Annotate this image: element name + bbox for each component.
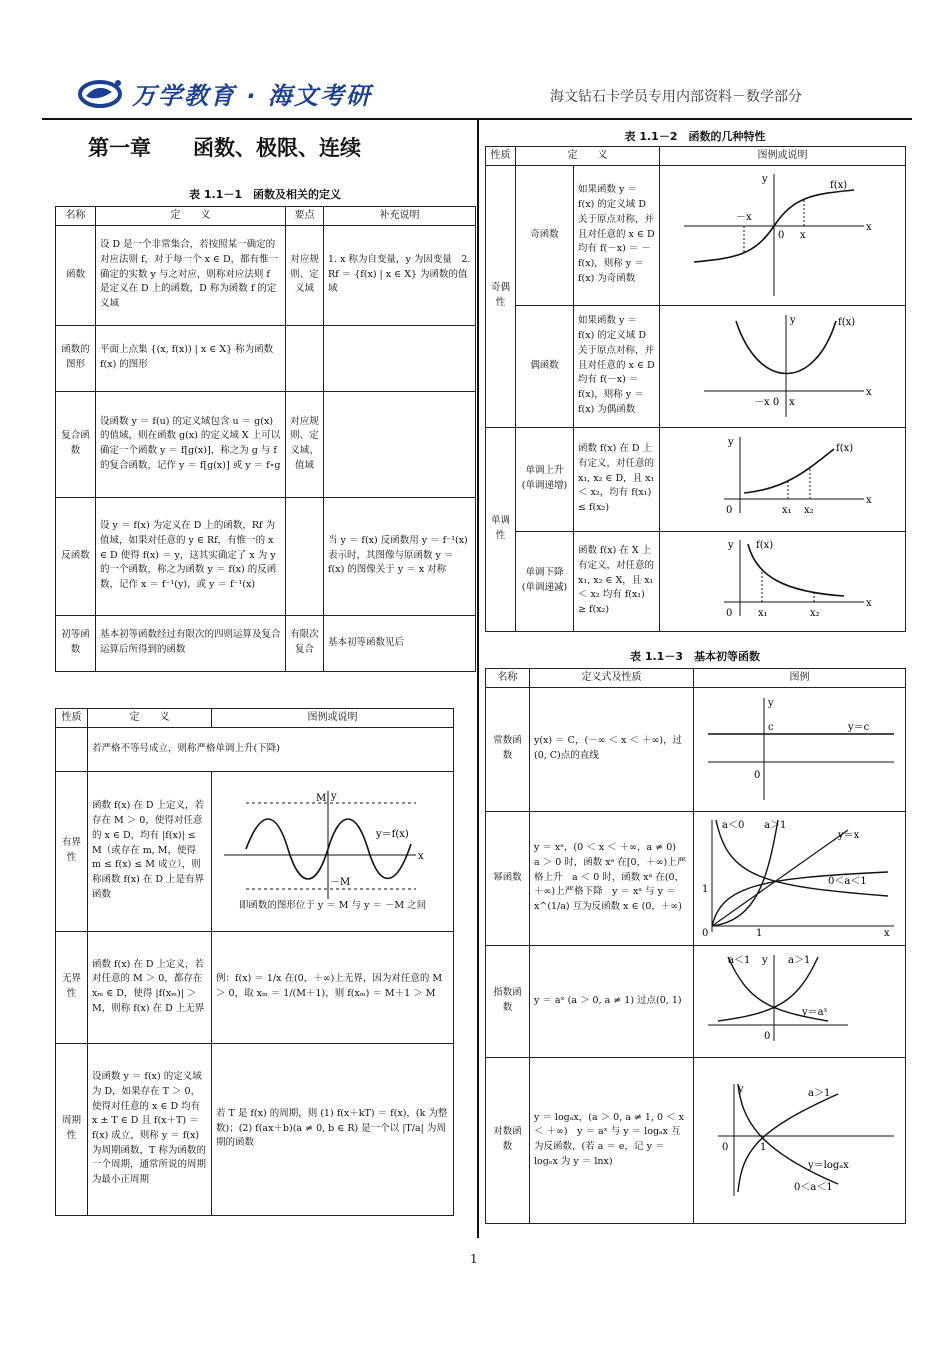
label-agt1: a＞1 [808,1088,831,1099]
label-y: y [331,790,337,802]
label-y: y [790,315,796,326]
row-name: 有界性 [56,771,88,931]
row-definition: y ＝ xᵃ，(0 ＜ x ＜ ＋∞，a ≠ 0) a ＞ 0 时，函数 xᵃ 在[0，＋∞)上严格上升 a ＜ 0 时，函数 xᵃ 在(0，＋∞)上严格下降 y ＝ xᵃ 与 y ＝ x^(1/a) 互为反函数 x ∈ (0，＋∞) [530,811,694,945]
label-y: y [762,955,768,966]
label-y: y [738,1084,744,1095]
label-fx: f(x) [830,180,848,191]
label-y: y [728,540,734,551]
label-fx: f(x) [838,317,856,328]
label-negM: －M [330,876,351,888]
row-key [286,325,324,391]
header-note: 海文钻石卡学员专用内部资料－数学部分 [550,89,802,105]
row-figure [694,1057,906,1223]
top-note: 若严格不等号成立，则称严格单调上升(下降) [88,727,454,771]
col-header: 定 义 [96,207,286,226]
label-onex: 1 [756,928,763,939]
table-row [486,811,906,945]
col-header: 名称 [486,669,530,688]
row-name: 单调上升(单调递增) [516,427,574,531]
row-figure [694,945,906,1057]
table-header-row [56,207,476,226]
row-name: 单调下降(单调递减) [516,531,574,631]
row-name: 周期性 [56,1043,88,1215]
label-x: x [866,495,872,506]
table3-caption: 表 1.1－2 函数的几种特性 [624,130,766,143]
row-name: 幂函数 [486,811,530,945]
col-header: 定 义 [88,709,212,728]
table-row [486,165,906,305]
definitions-table [55,206,476,672]
column-divider [477,120,479,1238]
row-note: 1. x 称为自变量，y 为因变量 2. Rf ＝ {f(x) | x ∈ X} 为函数的值域 [324,225,476,325]
table-row [486,531,906,631]
row-note: 若 T 是 f(x) 的周期，则 (1) f(x＋kT) ＝ f(x)，(k 为整数)；(2) f(ax＋b)(a ≠ 0, b ∈ R) 是一个以 |T/a| 为周期的函数 [212,1043,454,1215]
label-y: y [768,698,774,709]
table-row [56,727,454,771]
col-header: 定义式及性质 [530,669,694,688]
table-header-row [486,669,906,688]
brand-name: 万学教育 · 海文考研 [132,81,372,110]
row-key [286,497,324,615]
row-note: 即函数的图形位于 y ＝ M 与 y ＝ －M 之间 [238,899,427,911]
label-alt1: a＜1 [728,955,751,966]
label-agt1: a＞1 [788,955,811,966]
row-name: 常数函数 [486,687,530,811]
table-row [56,391,476,497]
col-header: 图例或说明 [660,147,906,166]
row-name: 初等函数 [56,615,96,671]
row-definition: y(x) ＝ C，(－∞ ＜ x ＜ ＋∞)，过(0, C)点的直线 [530,687,694,811]
power-gt1-curve [712,820,778,926]
table-row [56,497,476,615]
label-x: x [866,222,872,233]
row-name: 偶函数 [516,305,574,427]
label-zero: 0 [726,608,733,619]
table-row [56,225,476,325]
row-definition: 函数 f(x) 在 D 上定义，若对任意的 M ＞ 0，都存在 xₘ ∈ D，使得 |f(xₘ)| ＞ M，则称 f(x) 在 D 上无界 [88,931,212,1043]
table-row [56,771,454,931]
group-name: 奇偶性 [486,165,516,427]
table-row [56,931,454,1043]
row-definition: y ＝ logₐx，(a ＞ 0, a ≠ 1, 0 ＜ x ＜ ＋∞) y ＝ aˣ 与 y ＝ logₐx 互为反函数，(若 a ＝ e，记 y ＝ logₑx 为 y ＝ lnx) [530,1057,694,1223]
label-agt1: a＞1 [764,820,787,831]
group-name: 单调性 [486,427,516,631]
label-c: c [768,722,774,733]
row-figure [660,165,906,305]
col-header: 补充说明 [324,207,476,226]
row-definition: 如果函数 y ＝ f(x) 的定义域 D 关于原点对称，并且对任意的 x ∈ D 均有 f(－x) ＝ －f(x)，则称 y ＝ f(x) 为奇函数 [574,165,660,305]
row-name: 对数函数 [486,1057,530,1223]
row-definition: 设 y ＝ f(x) 为定义在 D 上的函数，Rf 为值域，如果对任意的 y ∈ Rf，有惟一的 x ∈ D 使得 f(x) ＝ y，这其实确定了 x 为 y 的一个函数，称之为函数 y ＝ f(x) 的反函数，记作 x ＝ f⁻¹(y)，或 y ＝ f⁻¹(x) [96,497,286,615]
row-definition: 函数 f(x) 在 D 上定义，若存在 M ＞ 0，使得对任意的 x ∈ D，均有 |f(x)| ≤ M（或存在 m, M，使得 m ≤ f(x) ≤ M 成立），则称函数 f(x) 在 D 上是有界函数 [88,771,212,931]
table-row [486,427,906,531]
label-curve: y＝logₐx [808,1160,849,1171]
row-name: 奇函数 [516,165,574,305]
row-definition: 设函数 y ＝ f(x) 的定义域为 D，如果存在 T ＞ 0，使得对任意的 x ∈ D 均有 x ± T ∈ D 且 f(x＋T) ＝ f(x) 成立，则称 y ＝ f(x) 为周期函数，T 称为函数的一个周期，通常所说的周期为最小正周期 [88,1043,212,1215]
table-row [486,305,906,427]
log-function-graph [698,1080,900,1200]
row-figure [660,531,906,631]
label-x1: x₁ [758,608,768,619]
label-x: x [866,387,872,398]
label-M: M [316,792,327,804]
label-zero: 0 [754,770,761,781]
page-number: 1 [470,1252,478,1266]
row-note: 例：f(x) ＝ 1/x 在(0，＋∞)上无界，因为对任意的 M ＞ 0，取 xₘ ＝ 1/(M＋1)，则 f(xₘ) ＝ M＋1 ＞ M [212,931,454,1043]
label-xpt: x [800,230,806,241]
row-name: 复合函数 [56,391,96,497]
table4-caption: 表 1.1－3 基本初等函数 [630,650,760,663]
label-x: x [866,598,872,609]
exponential-function-graph [698,951,900,1051]
label-axis: －x 0 x [754,397,795,408]
label-one: 1 [760,1142,767,1153]
function-features-table [485,146,906,632]
label-x1: x₁ [782,505,792,516]
swirl-logo-icon [78,78,124,108]
col-header: 图例 [694,669,906,688]
row-name: 无界性 [56,931,88,1043]
label-x2: x₂ [810,608,820,619]
row-figure [212,771,454,931]
row-note: 基本初等函数见后 [324,615,476,671]
row-definition: 平面上点集 {(x, f(x)) | x ∈ X} 称为函数 f(x) 的图形 [96,325,286,391]
col-header: 图例或说明 [212,709,454,728]
label-one: 1 [702,884,709,895]
label-zero: 0 [764,1031,771,1042]
brand-logo [78,76,372,110]
chapter-title: 第一章 函数、极限、连续 [88,136,361,160]
label-yx: y＝x [838,830,860,841]
label-zero: 0 [778,230,785,241]
increasing-function-graph [664,433,900,525]
increasing-curve [744,449,834,493]
row-name: 反函数 [56,497,96,615]
table-row [486,1057,906,1223]
row-figure [694,687,906,811]
row-definition: 基本初等函数经过有限次的四则运算及复合运算后所得到的函数 [96,615,286,671]
label-zero: 0 [722,1142,729,1153]
elementary-functions-table [485,668,906,1224]
label-curve: y＝aˣ [802,1007,828,1018]
page-header [0,0,952,120]
row-definition: y ＝ aˣ (a ＞ 0, a ≠ 1) 过点(0, 1) [530,945,694,1057]
table-row [56,1043,454,1215]
label-fx: f(x) [756,540,774,551]
label-x: x [884,928,890,939]
col-header: 性质 [486,147,516,166]
power-function-graph [698,816,900,940]
row-definition: 函数 f(x) 在 D 上有定义，对任意的 x₁, x₂ ∈ D，且 x₁ ＜ x₂，均有 f(x₁) ≤ f(x₂) [574,427,660,531]
row-definition: 函数 f(x) 在 X 上有定义，对任意的 x₁, x₂ ∈ X，且 x₁ ＜ x₂ 均有 f(x₁) ≥ f(x₂) [574,531,660,631]
table-row [56,325,476,391]
properties-table-continued [55,708,454,1216]
row-figure [694,811,906,945]
label-alt0: a＜0 [722,820,745,831]
row-figure [660,427,906,531]
even-function-graph [664,311,900,421]
label-y: y [728,437,734,448]
label-mid: 0＜a＜1 [828,876,867,887]
label-x2: x₂ [804,505,814,516]
row-name: 函数的图形 [56,325,96,391]
label-fx: y＝f(x) [376,828,409,840]
table-row [486,687,906,811]
constant-function-graph [698,694,900,804]
row-name: 函数 [56,225,96,325]
table-row [486,945,906,1057]
label-negx: －x [736,212,752,223]
label-zero: 0 [726,505,733,516]
row-definition: 设函数 y ＝ f(u) 的定义域包含 u ＝ g(x) 的值域，则在函数 g(x) 的定义域 X 上可以确定一个函数 y ＝ f[g(x)]，称之为 g 与 f 的复合函数，记作 y ＝ f[g(x)] 或 y ＝ f∘g [96,391,286,497]
table-row [56,615,476,671]
bounded-function-graph [216,789,448,899]
row-key: 对应规则、定义域 [286,225,324,325]
row-key: 对应规则、定义域、值域 [286,391,324,497]
label-zero: 0 [702,928,709,939]
col-header: 要点 [286,207,324,226]
row-figure [660,305,906,427]
row-note [324,391,476,497]
col-header: 定 义 [516,147,660,166]
odd-function-graph [664,170,900,300]
col-header: 名称 [56,207,96,226]
col-header: 性质 [56,709,88,728]
row-note: 当 y ＝ f(x) 反函数用 y ＝ f⁻¹(x) 表示时，其图像与原函数 y ＝ f(x) 的图像关于 y ＝ x 对称 [324,497,476,615]
label-yc: y＝c [848,722,870,733]
label-x: x [418,850,424,862]
label-y: y [762,174,768,185]
decreasing-function-graph [664,536,900,626]
table1-caption: 表 1.1－1 函数及相关的定义 [189,188,341,201]
row-definition: 设 D 是一个非常集合，若按照某一确定的对应法则 f，对于每一个 x ∈ D，都有惟一确定的实数 y 与之对应，则称对应法则 f 是定义在 D 上的函数，D 称为函数 f 的定义域 [96,225,286,325]
label-fx: f(x) [836,443,854,454]
row-name: 指数函数 [486,945,530,1057]
row-note [324,325,476,391]
label-mid: 0＜a＜1 [794,1182,833,1193]
row-definition: 如果函数 y ＝ f(x) 的定义域 D 关于原点对称，并且对任意的 x ∈ D 均有 f(－x) ＝ f(x)，则称 y ＝ f(x) 为偶函数 [574,305,660,427]
table-header-row [56,709,454,728]
table-header-row [486,147,906,166]
row-key: 有限次复合 [286,615,324,671]
